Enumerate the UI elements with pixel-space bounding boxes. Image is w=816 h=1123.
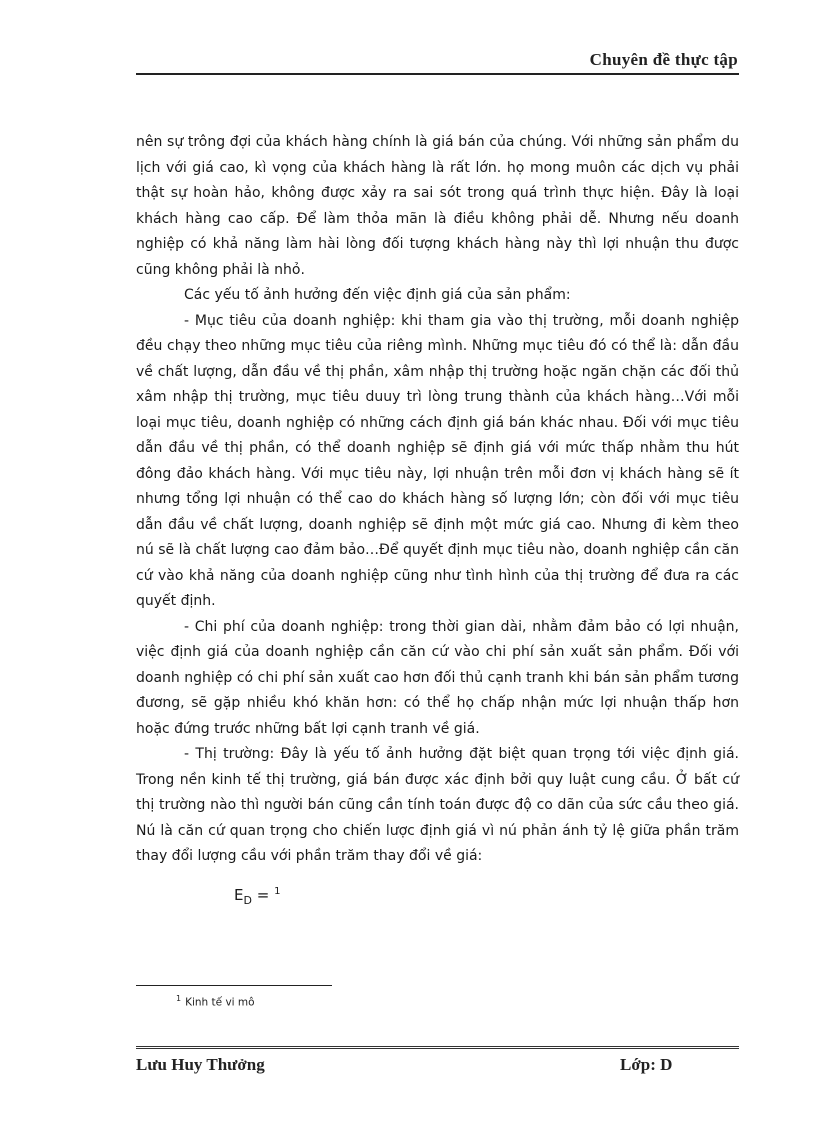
footer-author: Lưu Huy Thưởng — [136, 1055, 265, 1074]
formula-subscript: D — [243, 894, 252, 907]
header-divider — [136, 73, 739, 75]
formula-operator: = — [256, 886, 270, 904]
paragraph: - Thị trường: Đây là yếu tố ảnh hưởng đặt biệt quan trọng tới việc định giá. Trong nền kinh tế thị trường, giá bán được xác định bởi quy luật cung cầu. Ở bất cứ thị trường nào thì người bán cũng cần tính toán được độ co dãn của sức cầu theo giá. Nú là căn cứ quan trọng cho chiến lược định giá vì nú phản ánh tỷ lệ giữa phần trăm thay đổi lượng cầu với phần trăm thay đổi về giá: — [136, 746, 739, 864]
footnote-text: Kinh tế vi mô — [185, 996, 255, 1009]
footnote-marker: 1 — [176, 994, 182, 1003]
formula-symbol: E — [234, 886, 244, 904]
paragraph: nên sự trông đợi của khách hàng chính là giá bán của chúng. Với những sản phẩm du lịch với giá cao, kì vọng của khách hàng là rất lớn. họ mong muôn các dịch vụ phải thật sự hoàn hảo, không được xảy ra sai sót trong quá trình thực hiện. Đây là loại khách hàng cao cấp. Để làm thỏa mãn là điều không phải dễ. Nhưng nếu doanh nghiệp có khả năng làm hài lòng đối tượng khách hàng này thì lợi nhuận thu được cũng không phải là nhỏ. — [136, 134, 739, 278]
header-title: Chuyên đề thực tập — [589, 50, 738, 69]
elasticity-formula — [234, 886, 280, 907]
paragraph: Các yếu tố ảnh hưởng đến việc định giá của sản phẩm: — [184, 287, 571, 303]
footnote — [176, 994, 255, 1009]
body-text — [136, 130, 739, 870]
footnote-reference[interactable]: 1 — [274, 886, 281, 897]
paragraph: - Mục tiêu của doanh nghiệp: khi tham gia vào thị trường, mỗi doanh nghiệp đều chạy theo những mục tiêu của riêng mình. Những mục tiêu đó có thể là: dẫn đầu về chất lượng, dẫn đầu về thị phần, xâm nhập thị trường hoặc ngăn chặn các đối thủ xâm nhập thị trường, mục tiêu duuy trì lòng trung thành của khách hàng…Với mỗi loại mục tiêu, doanh nghiệp có những cách định giá bán khác nhau. Đối với mục tiêu dẫn đầu về thị phần, có thể doanh nghiệp sẽ định giá với mức thấp nhằm thu hút đông đảo khách hàng. Với mục tiêu này, lợi nhuận trên mỗi đơn vị khách hàng sẽ ít nhưng tổng lợi nhuận có thể cao do khách hàng số lượng lớn; còn đối với mục tiêu dẫn đầu về chất lượng, doanh nghiệp sẽ định một mức giá cao. Nhưng đi kèm theo nú sẽ là chất lượng cao đảm bảo…Để quyết định mục tiêu nào, doanh nghiệp cần căn cứ vào khả năng của doanh nghiệp cũng như tình hình của thị trường để đưa ra các quyết định. — [136, 312, 739, 609]
footnote-divider — [136, 985, 332, 986]
paragraph: - Chi phí của doanh nghiệp: trong thời gian dài, nhằm đảm bảo có lợi nhuận, việc định giá của doanh nghiệp cần căn cứ vào chi phí sản xuất sản phẩm. Đối với doanh nghiệp có chi phí sản xuất cao hơn đối thủ cạnh tranh khi bán sản phẩm tương đương, sẽ gặp nhiều khó khăn hơn: có thể họ chấp nhận mức lợi nhuận thấp hơn hoặc đứng trước những bất lợi cạnh tranh về giá. — [136, 618, 739, 737]
footer-divider — [136, 1046, 739, 1051]
footer-class: Lớp: D — [620, 1055, 673, 1074]
